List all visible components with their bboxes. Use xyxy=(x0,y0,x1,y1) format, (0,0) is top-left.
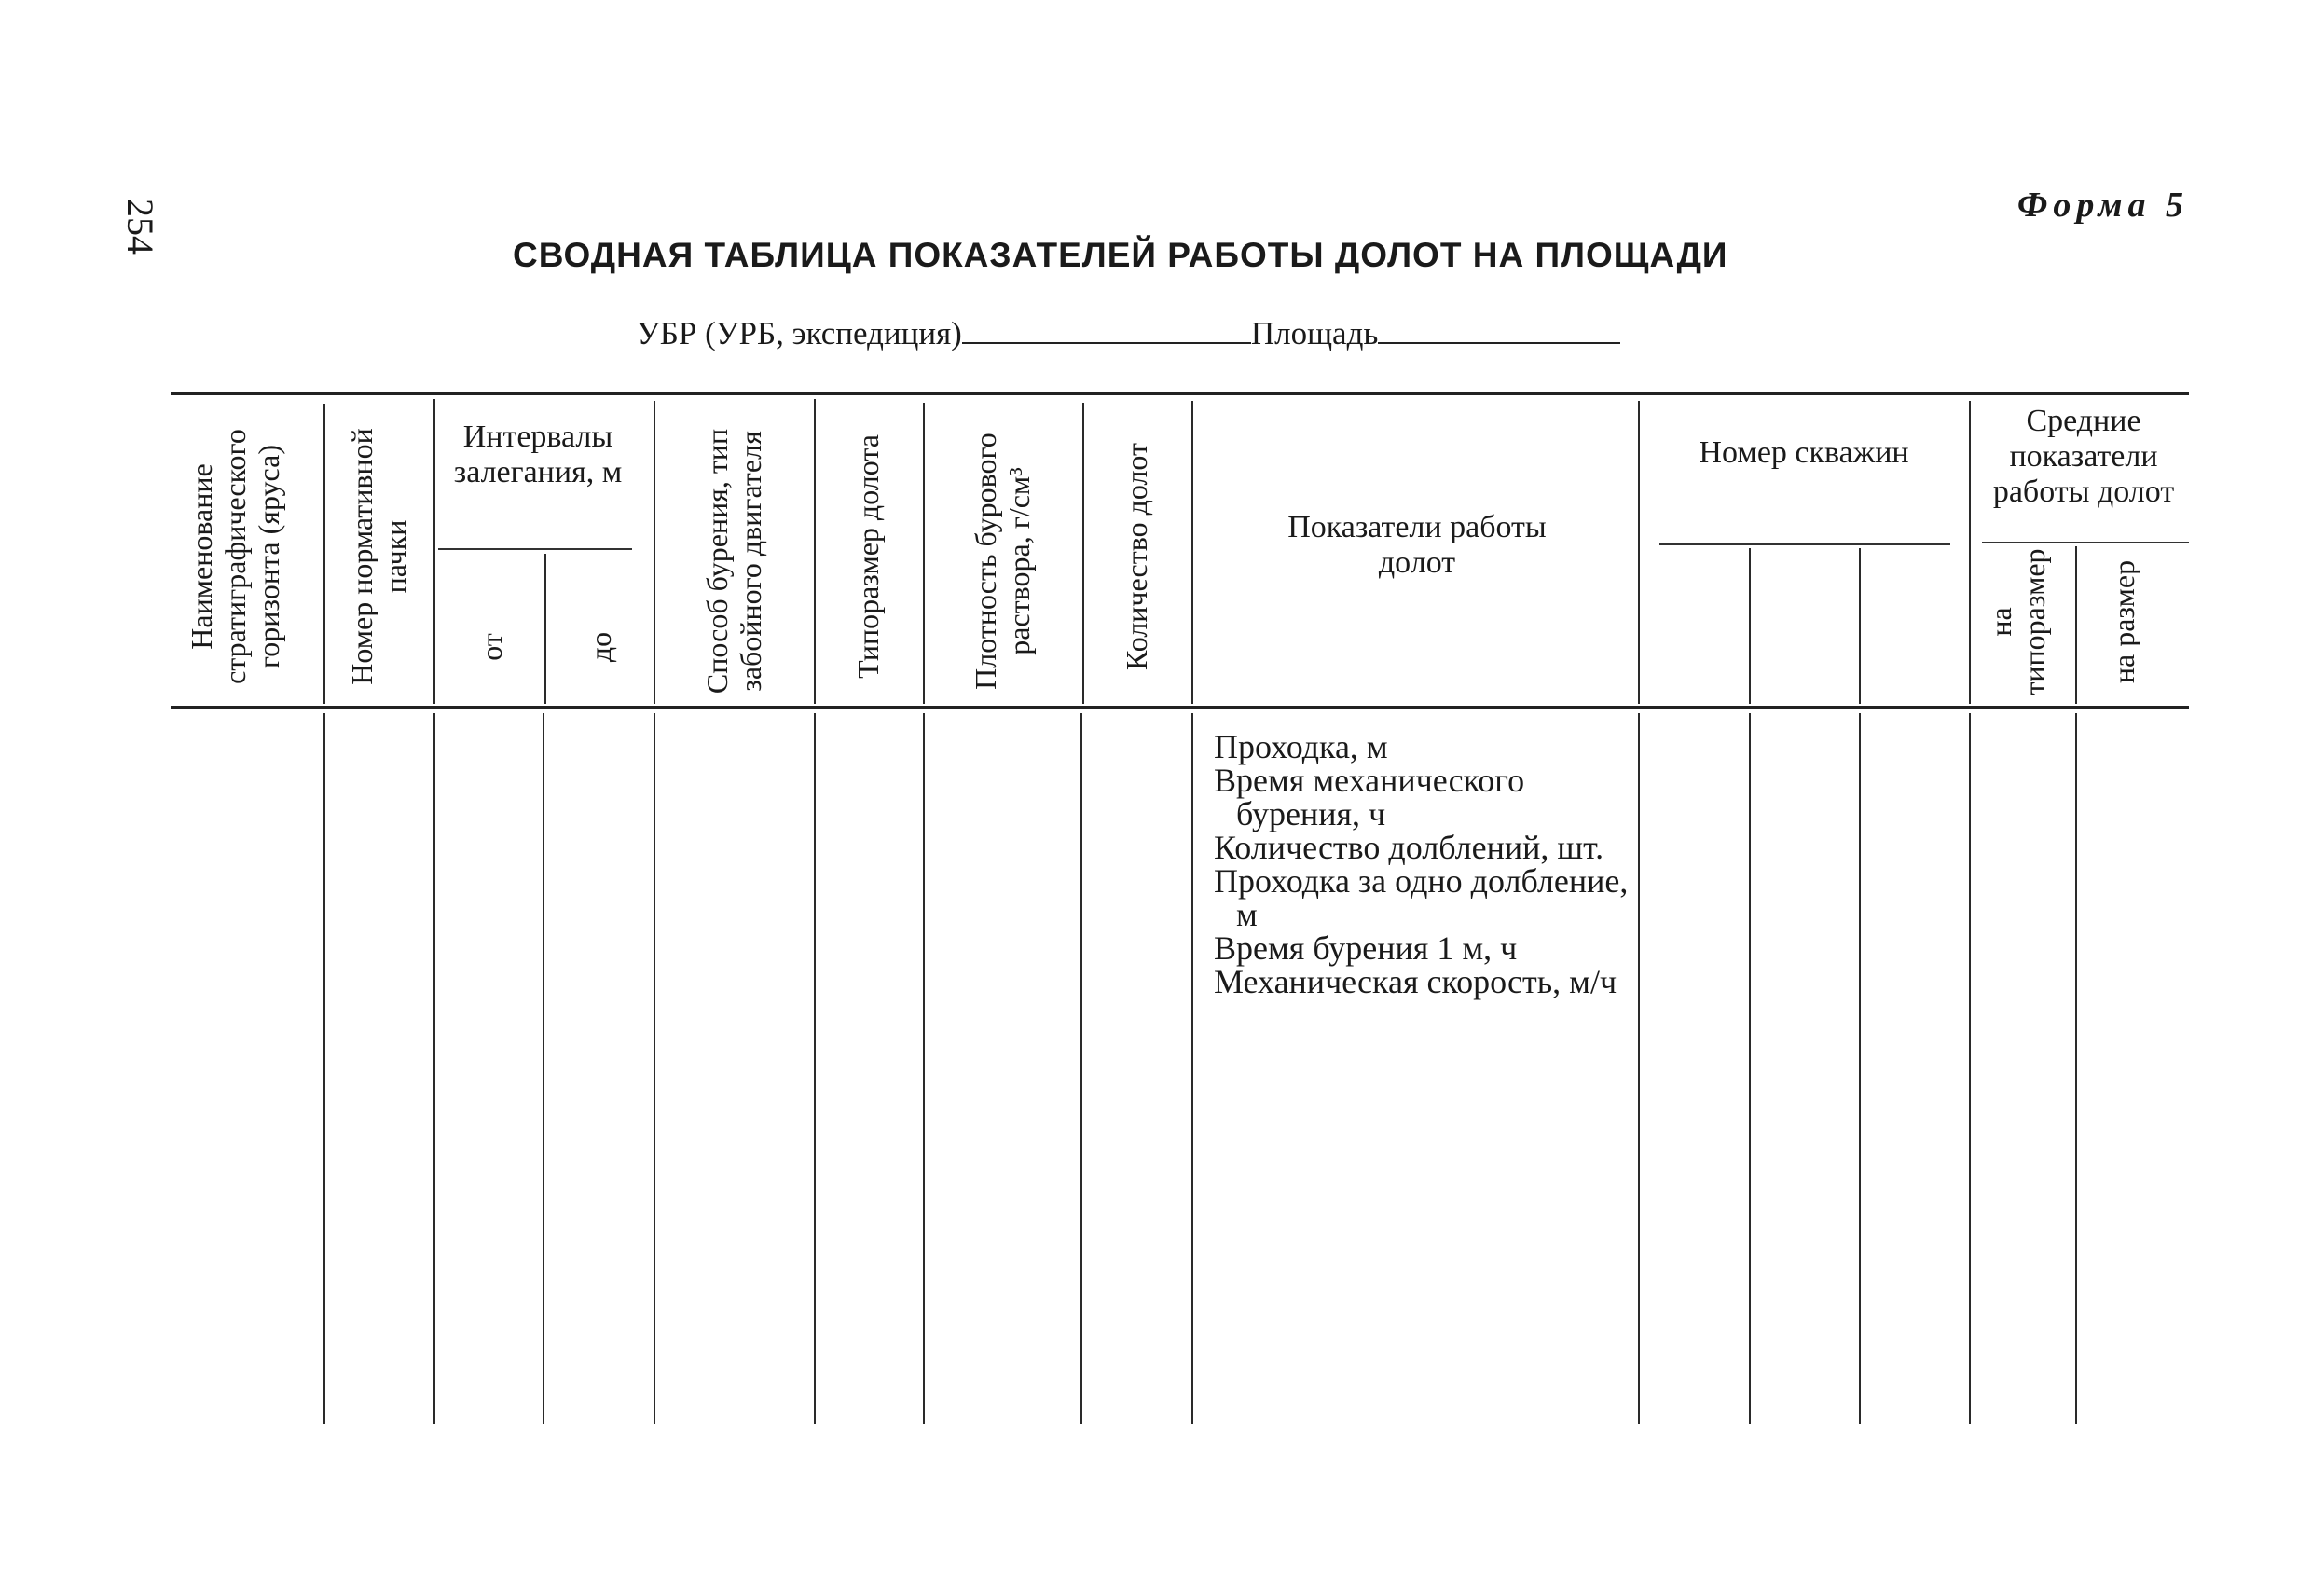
column-line xyxy=(1082,403,1084,704)
indicator-item: Механическая скорость, м/ч xyxy=(1214,963,1617,1000)
subtitle xyxy=(637,315,1620,352)
column-line xyxy=(1969,401,1971,704)
column-line xyxy=(323,404,325,704)
table-header-rule xyxy=(171,706,2189,709)
column-line xyxy=(814,713,816,1424)
header-drilling-method: Способ бурения, тип забойного двигателя xyxy=(700,428,767,695)
column-line xyxy=(1749,548,1751,704)
indicator-item: Проходка за одно долбление, м xyxy=(1214,862,1629,933)
column-line xyxy=(654,401,655,704)
header-mud-density: Плотность бурового раствора, г/см³ xyxy=(969,433,1036,690)
header-per-type-size: на типоразмер xyxy=(1984,548,2051,695)
column-line xyxy=(923,403,925,704)
intervals-divider xyxy=(438,548,632,550)
indicator-item: Проходка, м xyxy=(1214,728,1388,765)
column-line xyxy=(323,713,325,1424)
header-performance-indicators: Показатели работы долот xyxy=(1287,510,1547,580)
page-title: СВОДНАЯ ТАБЛИЦА ПОКАЗАТЕЛЕЙ РАБОТЫ ДОЛОТ НА ПЛОЩАДИ xyxy=(513,236,1728,274)
ubr-label: УБР (УРБ, экспедиция) xyxy=(637,315,962,351)
header-intervals: Интервалы залегания, м xyxy=(453,420,623,489)
column-line xyxy=(1191,713,1193,1424)
indicators-list xyxy=(1214,730,1643,998)
column-line xyxy=(1191,401,1193,704)
header-interval-from: от xyxy=(475,633,508,661)
wells-divider xyxy=(1659,543,1950,545)
header-interval-to: до xyxy=(584,631,617,663)
column-line xyxy=(2075,546,2077,704)
column-line xyxy=(1859,548,1861,704)
ubr-fill-line xyxy=(962,342,1251,344)
column-line xyxy=(923,713,925,1424)
indicator-item: Время бурения 1 м, ч xyxy=(1214,929,1518,967)
form-label: Форма 5 xyxy=(2017,186,2189,225)
header-average-indicators: Средние показатели работы долот xyxy=(1992,404,2175,509)
table-top-rule xyxy=(171,392,2189,395)
column-line xyxy=(1080,713,1082,1424)
column-line xyxy=(543,713,544,1424)
header-bit-count: Количество долот xyxy=(1120,443,1153,670)
column-line xyxy=(1638,401,1640,704)
column-line xyxy=(654,713,655,1424)
header-stratigraphic-horizon: Наименование стратиграфического горизонта (яруса) xyxy=(185,429,285,684)
page-number: 254 xyxy=(119,199,161,255)
column-line xyxy=(1749,713,1751,1424)
area-label: Площадь xyxy=(1250,315,1379,351)
indicator-item: Время механического бурения, ч xyxy=(1214,762,1525,832)
column-line xyxy=(434,713,435,1424)
indicator-item: Количество долблений, шт. xyxy=(1214,829,1604,866)
header-normative-pack: Номер нормативной пачки xyxy=(345,428,412,685)
column-line xyxy=(1859,713,1861,1424)
header-per-size: на размер xyxy=(2107,559,2140,684)
column-line xyxy=(434,399,435,704)
column-line xyxy=(814,399,816,704)
header-well-numbers: Номер скважин xyxy=(1699,435,1909,470)
column-line xyxy=(1969,713,1971,1424)
header-bit-size: Типоразмер долота xyxy=(851,434,885,679)
column-line xyxy=(544,554,546,704)
column-line xyxy=(2075,713,2077,1424)
area-fill-line xyxy=(1378,342,1620,344)
